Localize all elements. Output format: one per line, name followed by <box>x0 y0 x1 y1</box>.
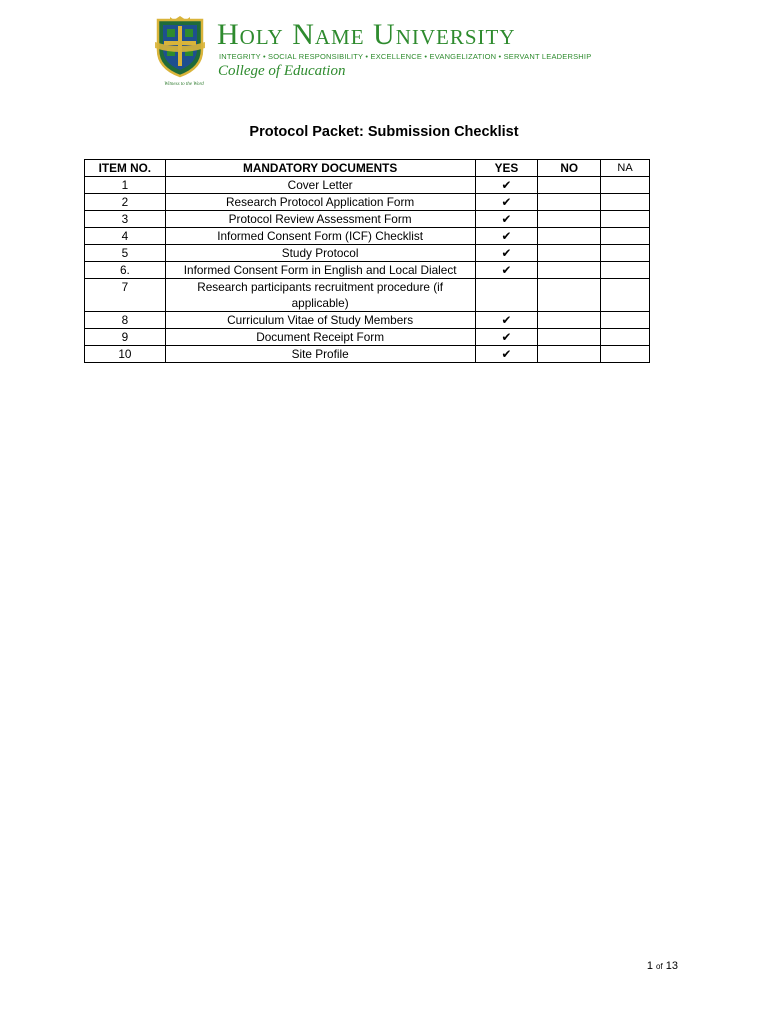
no-cell <box>538 346 601 363</box>
table-row <box>85 211 650 228</box>
item-number-cell: 9 <box>85 329 166 346</box>
table-row <box>85 228 650 245</box>
document-name-cell: Research participants recruitment procedure (if applicable) <box>165 279 475 312</box>
yes-cell: ✔ <box>475 194 538 211</box>
item-number-cell: 2 <box>85 194 166 211</box>
no-cell <box>538 329 601 346</box>
na-cell <box>601 245 650 262</box>
core-values: INTEGRITY • SOCIAL RESPONSIBILITY • EXCELLENCE • EVANGELIZATION • SERVANT LEADERSHIP <box>219 52 592 61</box>
no-cell <box>538 211 601 228</box>
letterhead <box>154 16 634 87</box>
document-name-cell: Protocol Review Assessment Form <box>165 211 475 228</box>
item-number-cell: 6. <box>85 262 166 279</box>
university-name: Holy Name University <box>217 18 516 51</box>
no-cell <box>538 228 601 245</box>
na-cell <box>601 279 650 312</box>
item-number-cell: 10 <box>85 346 166 363</box>
header-no: NO <box>538 160 601 177</box>
no-cell <box>538 312 601 329</box>
header-na: NA <box>601 160 650 177</box>
table-header-row <box>85 160 650 177</box>
na-cell <box>601 346 650 363</box>
yes-cell: ✔ <box>475 211 538 228</box>
no-cell <box>538 177 601 194</box>
table-row <box>85 262 650 279</box>
document-name-cell: Study Protocol <box>165 245 475 262</box>
item-number-cell: 1 <box>85 177 166 194</box>
table-row <box>85 194 650 211</box>
header-yes: YES <box>475 160 538 177</box>
na-cell <box>601 177 650 194</box>
document-title: Protocol Packet: Submission Checklist <box>249 124 519 140</box>
yes-cell <box>475 279 538 312</box>
document-name-cell: Informed Consent Form (ICF) Checklist <box>165 228 475 245</box>
na-cell <box>601 329 650 346</box>
table-row <box>85 346 650 363</box>
table-row <box>85 312 650 329</box>
item-number-cell: 4 <box>85 228 166 245</box>
na-cell <box>601 228 650 245</box>
document-name-cell: Informed Consent Form in English and Local Dialect <box>165 262 475 279</box>
college-name: College of Education <box>218 63 346 79</box>
item-number-cell: 7 <box>85 279 166 312</box>
page-total: 13 <box>665 960 678 972</box>
no-cell <box>538 262 601 279</box>
yes-cell: ✔ <box>475 245 538 262</box>
header-mandatory-documents: MANDATORY DOCUMENTS <box>165 160 475 177</box>
document-name-cell: Document Receipt Form <box>165 329 475 346</box>
document-name-cell: Site Profile <box>165 346 475 363</box>
page-current: 1 <box>646 960 653 972</box>
table-row <box>85 329 650 346</box>
na-cell <box>601 262 650 279</box>
document-name-cell: Curriculum Vitae of Study Members <box>165 312 475 329</box>
no-cell <box>538 279 601 312</box>
page-of: of <box>656 962 663 971</box>
yes-cell: ✔ <box>475 262 538 279</box>
table-row <box>85 279 650 312</box>
item-number-cell: 5 <box>85 245 166 262</box>
yes-cell: ✔ <box>475 346 538 363</box>
document-name-cell: Cover Letter <box>165 177 475 194</box>
page-number <box>647 960 678 972</box>
no-cell <box>538 245 601 262</box>
yes-cell: ✔ <box>475 329 538 346</box>
university-crest-icon <box>154 16 206 78</box>
na-cell <box>601 194 650 211</box>
item-number-cell: 3 <box>85 211 166 228</box>
table-row <box>85 177 650 194</box>
motto: Witness to the Word <box>164 82 204 87</box>
document-name-cell: Research Protocol Application Form <box>165 194 475 211</box>
header-item-no: ITEM NO. <box>85 160 166 177</box>
no-cell <box>538 194 601 211</box>
item-number-cell: 8 <box>85 312 166 329</box>
na-cell <box>601 312 650 329</box>
yes-cell: ✔ <box>475 312 538 329</box>
yes-cell: ✔ <box>475 228 538 245</box>
table-row <box>85 245 650 262</box>
yes-cell: ✔ <box>475 177 538 194</box>
na-cell <box>601 211 650 228</box>
submission-checklist-table <box>84 159 650 363</box>
